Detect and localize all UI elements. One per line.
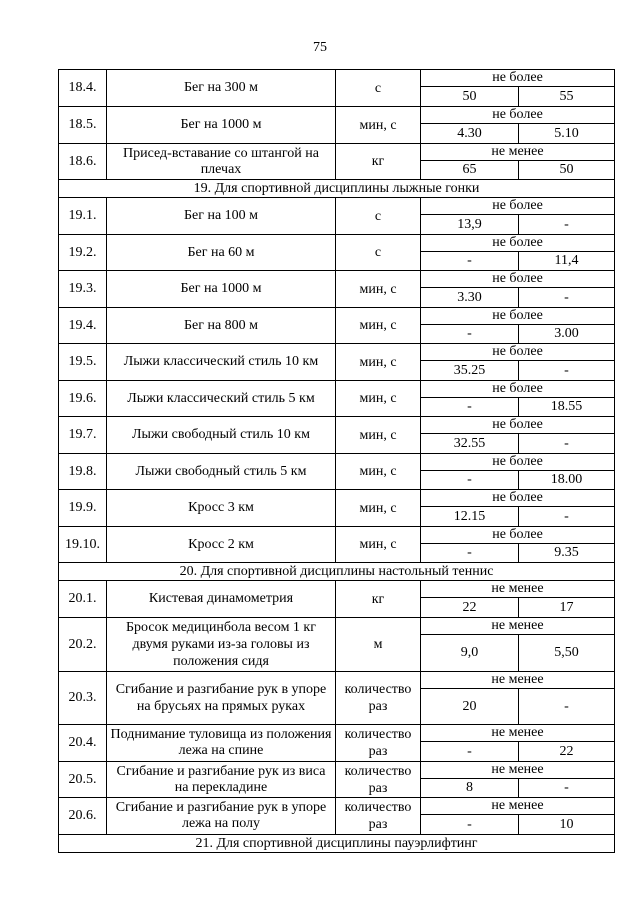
norm-value-1: 35.25 bbox=[421, 361, 519, 381]
norm-value-1: - bbox=[421, 544, 519, 563]
table-row bbox=[59, 454, 615, 471]
norm-condition: не более bbox=[421, 527, 615, 544]
item-unit: мин, с bbox=[336, 271, 421, 308]
norm-value-2: 18.00 bbox=[519, 471, 615, 490]
item-number: 20.2. bbox=[59, 618, 107, 672]
item-number: 19.2. bbox=[59, 235, 107, 271]
item-unit: количество раз bbox=[336, 672, 421, 725]
item-unit: количество раз bbox=[336, 762, 421, 798]
norm-value-2: 5.10 bbox=[519, 124, 615, 144]
item-number: 19.5. bbox=[59, 344, 107, 381]
norm-value-2: 11,4 bbox=[519, 252, 615, 271]
norm-value-2: 9.35 bbox=[519, 544, 615, 563]
norm-value-2: - bbox=[519, 507, 615, 527]
norm-value-1: - bbox=[421, 325, 519, 344]
item-description: Кистевая динамометрия bbox=[107, 581, 336, 618]
norm-value-2: - bbox=[519, 689, 615, 725]
norm-condition: не более bbox=[421, 235, 615, 252]
norm-value-1: 32.55 bbox=[421, 434, 519, 454]
norm-condition: не менее bbox=[421, 144, 615, 161]
item-number: 19.10. bbox=[59, 527, 107, 563]
norm-value-2: - bbox=[519, 434, 615, 454]
item-description: Бег на 300 м bbox=[107, 70, 336, 107]
section-row bbox=[59, 180, 615, 198]
norm-condition: не менее bbox=[421, 672, 615, 689]
item-unit: кг bbox=[336, 581, 421, 618]
table-row bbox=[59, 381, 615, 398]
item-unit: мин, с bbox=[336, 107, 421, 144]
item-description: Сгибание и разгибание рук в упоре на брусьях на прямых руках bbox=[107, 672, 336, 725]
table-row bbox=[59, 725, 615, 742]
table-row bbox=[59, 672, 615, 689]
item-description: Сгибание и разгибание рук из виса на перекладине bbox=[107, 762, 336, 798]
norm-value-1: 22 bbox=[421, 598, 519, 618]
norm-condition: не более bbox=[421, 271, 615, 288]
item-description: Лыжи свободный стиль 5 км bbox=[107, 454, 336, 490]
item-unit: количество раз bbox=[336, 798, 421, 835]
norm-value-1: 65 bbox=[421, 161, 519, 180]
norm-condition: не менее bbox=[421, 798, 615, 815]
norm-value-1: 20 bbox=[421, 689, 519, 725]
table-row bbox=[59, 198, 615, 215]
item-unit: с bbox=[336, 235, 421, 271]
page-number: 75 bbox=[313, 40, 327, 55]
item-unit: с bbox=[336, 70, 421, 107]
table-row bbox=[59, 527, 615, 544]
norm-value-1: 8 bbox=[421, 779, 519, 798]
norm-value-1: - bbox=[421, 398, 519, 417]
norm-condition: не более bbox=[421, 198, 615, 215]
item-description: Бег на 800 м bbox=[107, 308, 336, 344]
table-row bbox=[59, 144, 615, 161]
table-row bbox=[59, 798, 615, 815]
norm-value-2: 3.00 bbox=[519, 325, 615, 344]
norm-value-2: 50 bbox=[519, 161, 615, 180]
item-description: Кросс 2 км bbox=[107, 527, 336, 563]
norm-value-2: - bbox=[519, 361, 615, 381]
item-number: 20.1. bbox=[59, 581, 107, 618]
norm-value-1: 13,9 bbox=[421, 215, 519, 235]
norm-value-2: 18.55 bbox=[519, 398, 615, 417]
table-row bbox=[59, 344, 615, 361]
norm-condition: не более bbox=[421, 490, 615, 507]
norm-condition: не менее bbox=[421, 725, 615, 742]
item-description: Бросок медицинбола весом 1 кг двумя руками из-за головы из положения сидя bbox=[107, 618, 336, 672]
norm-value-2: 5,50 bbox=[519, 635, 615, 672]
item-number: 19.7. bbox=[59, 417, 107, 454]
item-number: 20.4. bbox=[59, 725, 107, 762]
norm-condition: не более bbox=[421, 381, 615, 398]
item-description: Поднимание туловища из положения лежа на спине bbox=[107, 725, 336, 762]
item-description: Бег на 1000 м bbox=[107, 271, 336, 308]
item-description: Бег на 1000 м bbox=[107, 107, 336, 144]
item-number: 18.5. bbox=[59, 107, 107, 144]
item-unit: мин, с bbox=[336, 381, 421, 417]
norm-value-1: - bbox=[421, 742, 519, 762]
item-number: 19.9. bbox=[59, 490, 107, 527]
norm-value-1: 3.30 bbox=[421, 288, 519, 308]
item-description: Сгибание и разгибание рук в упоре лежа на полу bbox=[107, 798, 336, 835]
norm-value-1: 50 bbox=[421, 87, 519, 107]
norm-condition: не более bbox=[421, 344, 615, 361]
norm-value-2: 17 bbox=[519, 598, 615, 618]
norm-value-2: 22 bbox=[519, 742, 615, 762]
item-unit: мин, с bbox=[336, 344, 421, 381]
item-number: 19.4. bbox=[59, 308, 107, 344]
item-description: Присед-вставание со штангой на плечах bbox=[107, 144, 336, 180]
norm-condition: не более bbox=[421, 454, 615, 471]
item-description: Бег на 60 м bbox=[107, 235, 336, 271]
norm-condition: не более bbox=[421, 70, 615, 87]
norm-value-2: - bbox=[519, 215, 615, 235]
item-unit: м bbox=[336, 618, 421, 672]
item-unit: кг bbox=[336, 144, 421, 180]
table-row bbox=[59, 107, 615, 124]
item-description: Лыжи классический стиль 10 км bbox=[107, 344, 336, 381]
norms-table bbox=[58, 69, 615, 853]
norm-value-2: - bbox=[519, 779, 615, 798]
item-number: 19.8. bbox=[59, 454, 107, 490]
norm-value-1: 9,0 bbox=[421, 635, 519, 672]
item-description: Кросс 3 км bbox=[107, 490, 336, 527]
norm-value-1: 4.30 bbox=[421, 124, 519, 144]
norm-condition: не более bbox=[421, 107, 615, 124]
item-unit: с bbox=[336, 198, 421, 235]
item-unit: мин, с bbox=[336, 417, 421, 454]
norm-condition: не более bbox=[421, 417, 615, 434]
norm-condition: не менее bbox=[421, 581, 615, 598]
table-row bbox=[59, 618, 615, 635]
norm-value-1: - bbox=[421, 471, 519, 490]
table-row bbox=[59, 490, 615, 507]
table-row bbox=[59, 762, 615, 779]
table-row bbox=[59, 70, 615, 87]
norms-table-body bbox=[59, 70, 615, 853]
item-description: Лыжи классический стиль 5 км bbox=[107, 381, 336, 417]
item-description: Бег на 100 м bbox=[107, 198, 336, 235]
item-number: 19.6. bbox=[59, 381, 107, 417]
section-title: 20. Для спортивной дисциплины настольный теннис bbox=[59, 563, 615, 581]
norm-value-2: 55 bbox=[519, 87, 615, 107]
norm-condition: не менее bbox=[421, 618, 615, 635]
item-unit: мин, с bbox=[336, 490, 421, 527]
item-unit: мин, с bbox=[336, 454, 421, 490]
norm-condition: не менее bbox=[421, 762, 615, 779]
item-number: 19.3. bbox=[59, 271, 107, 308]
norm-condition: не более bbox=[421, 308, 615, 325]
norm-value-1: - bbox=[421, 815, 519, 835]
section-title: 19. Для спортивной дисциплины лыжные гонки bbox=[59, 180, 615, 198]
table-row bbox=[59, 235, 615, 252]
item-unit: количество раз bbox=[336, 725, 421, 762]
table-row bbox=[59, 308, 615, 325]
item-number: 18.4. bbox=[59, 70, 107, 107]
item-description: Лыжи свободный стиль 10 км bbox=[107, 417, 336, 454]
norm-value-2: - bbox=[519, 288, 615, 308]
norm-value-2: 10 bbox=[519, 815, 615, 835]
item-unit: мин, с bbox=[336, 527, 421, 563]
item-number: 19.1. bbox=[59, 198, 107, 235]
norm-value-1: - bbox=[421, 252, 519, 271]
section-row bbox=[59, 563, 615, 581]
section-title: 21. Для спортивной дисциплины пауэрлифтинг bbox=[59, 835, 615, 853]
item-number: 20.3. bbox=[59, 672, 107, 725]
section-row bbox=[59, 835, 615, 853]
table-row bbox=[59, 417, 615, 434]
item-number: 18.6. bbox=[59, 144, 107, 180]
item-number: 20.5. bbox=[59, 762, 107, 798]
table-row bbox=[59, 271, 615, 288]
norm-value-1: 12.15 bbox=[421, 507, 519, 527]
item-number: 20.6. bbox=[59, 798, 107, 835]
item-unit: мин, с bbox=[336, 308, 421, 344]
table-row bbox=[59, 581, 615, 598]
